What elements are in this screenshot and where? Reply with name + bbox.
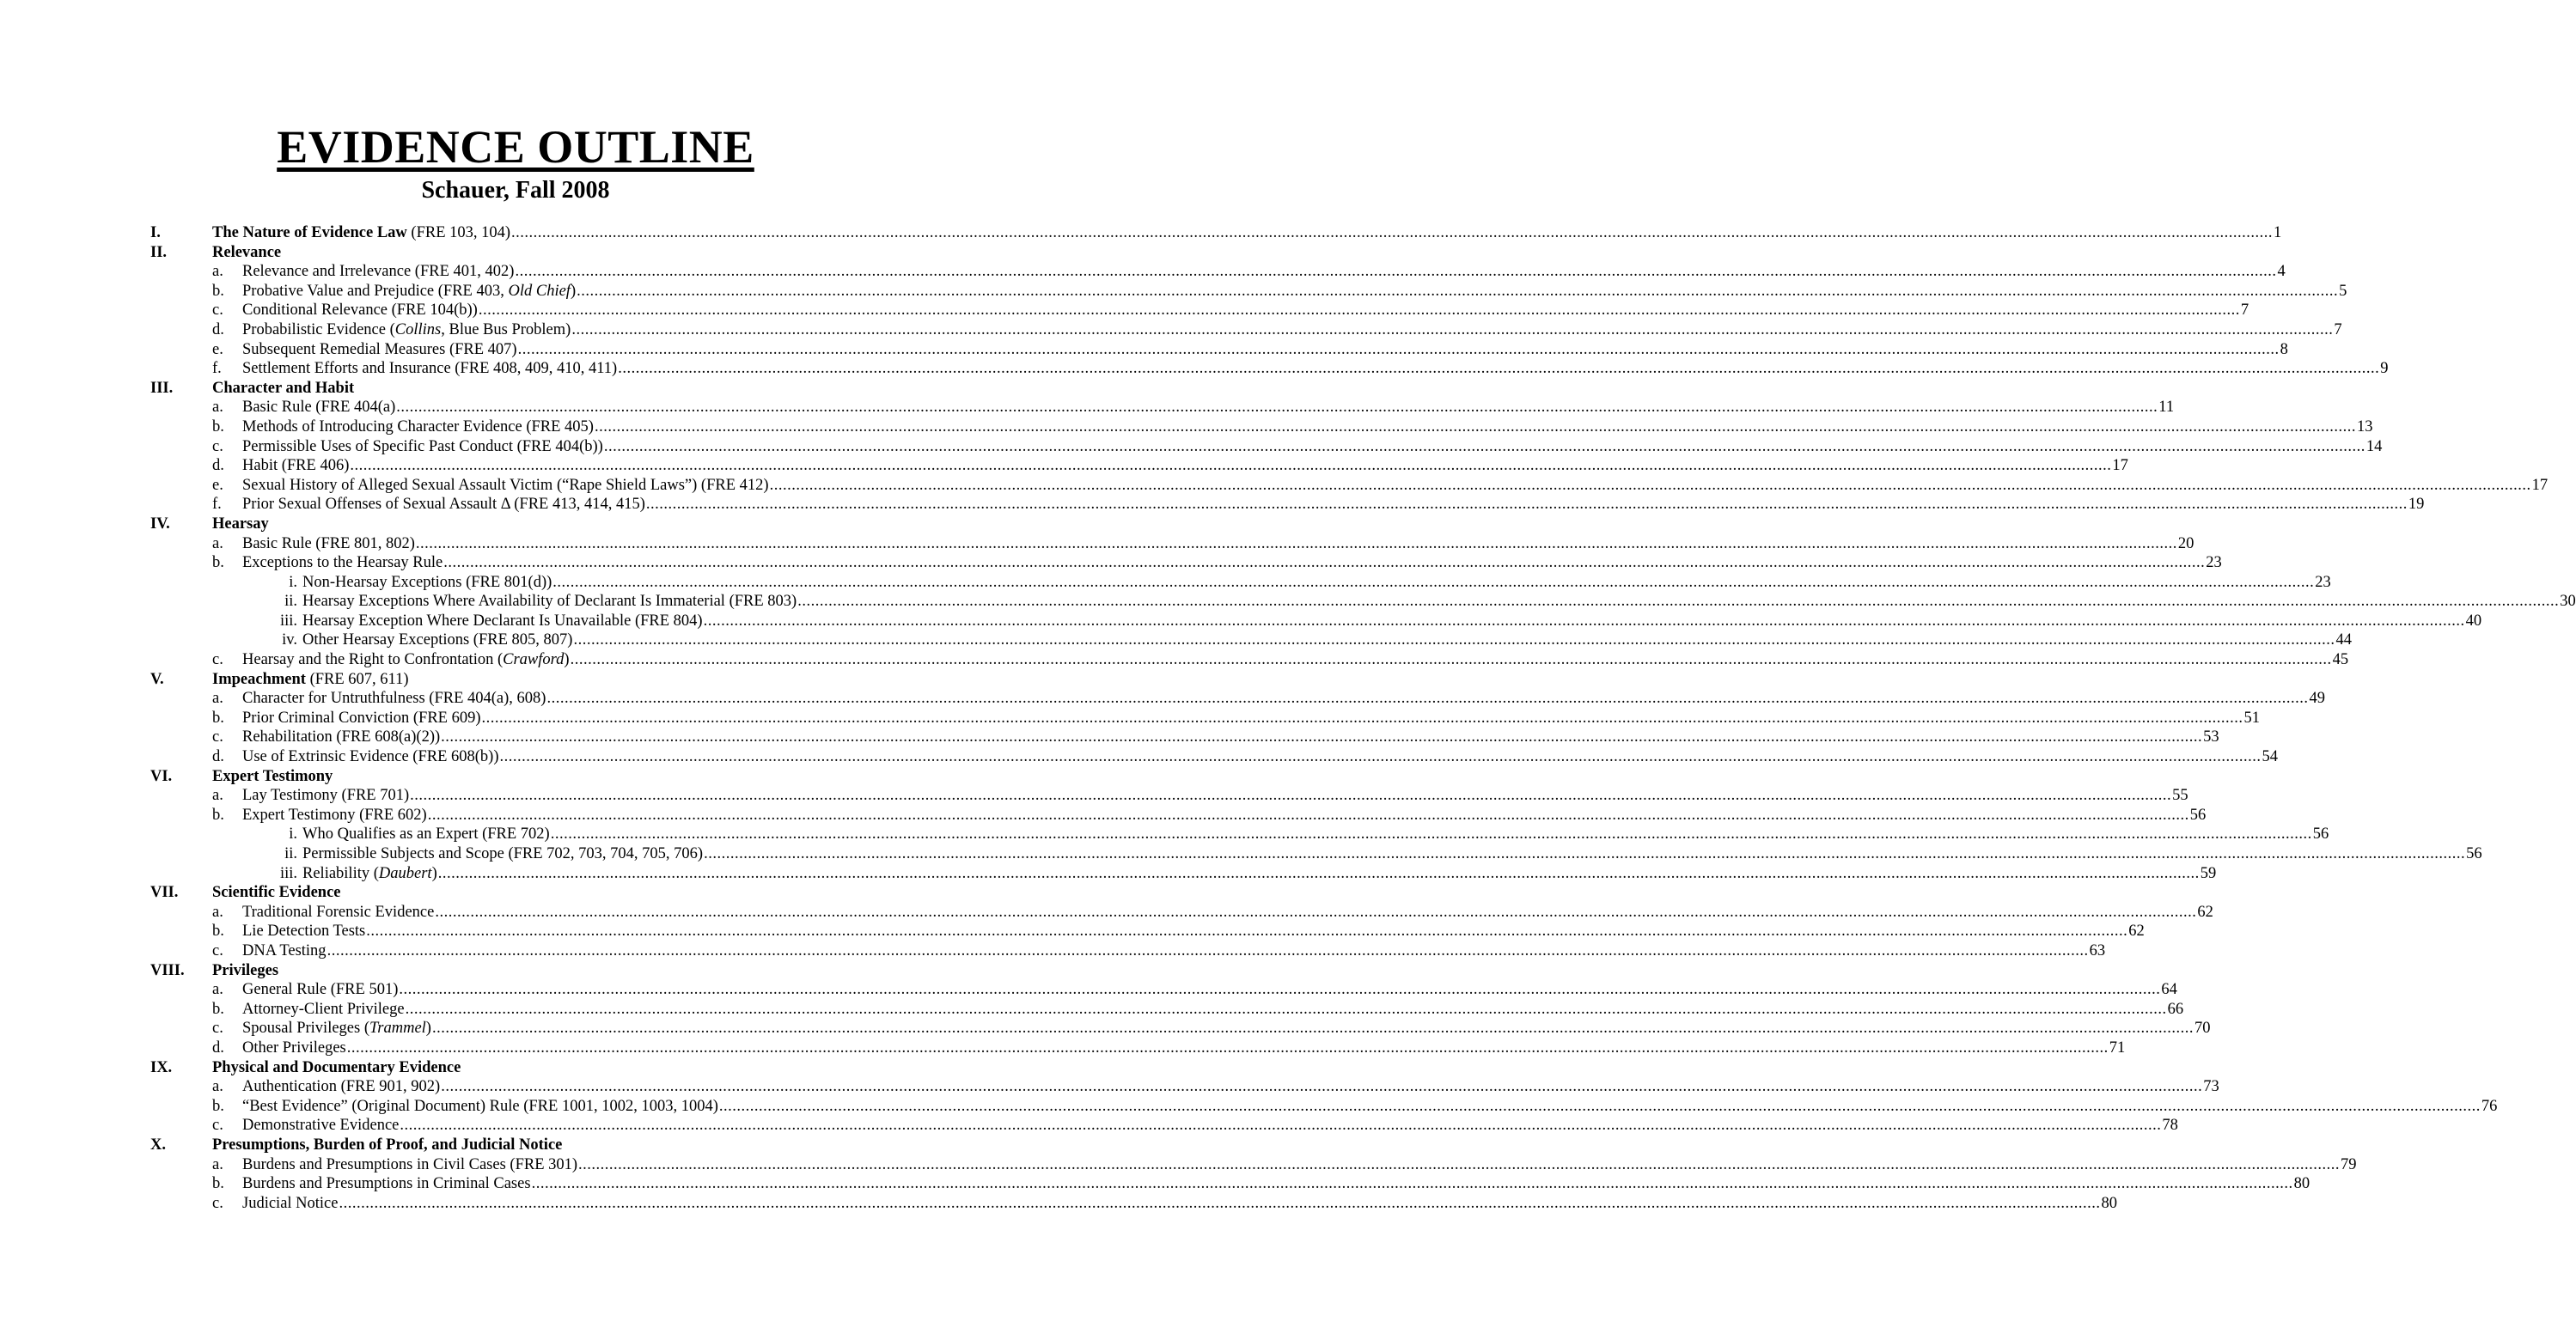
toc-leader-dots: ................................................................................................................................................................................................................................................................................................................................................................................................................ (511, 224, 2274, 241)
toc-item-marker: a. (212, 1155, 223, 1173)
toc-entry (242, 1000, 2184, 1020)
toc-page-number: 23 (2315, 573, 2331, 591)
toc-section-heading: Scientific Evidence (212, 884, 341, 902)
toc-item-marker: a. (212, 399, 223, 417)
toc-row (0, 1097, 2498, 1117)
toc-item-marker: e. (212, 340, 223, 358)
toc-page-number: 79 (2341, 1155, 2357, 1173)
toc-page-number: 9 (2380, 360, 2389, 378)
toc-page-number: 1 (2274, 224, 2282, 241)
toc-page-number: 80 (2101, 1194, 2117, 1212)
toc-leader-dots: ................................................................................................................................................................................................................................................................................................................................................................................................................ (594, 417, 2356, 436)
toc-item-title: Basic Rule (FRE 801, 802) (242, 534, 415, 552)
toc-entry (242, 437, 2383, 457)
toc-page-number: 8 (2280, 340, 2288, 358)
toc-section-heading: Impeachment (212, 670, 306, 688)
toc-item-title: Other Hearsay Exceptions (FRE 805, 807) (302, 631, 573, 649)
toc-item-marker: i. (289, 573, 297, 591)
toc-leader-dots: ................................................................................................................................................................................................................................................................................................................................................................................................................ (515, 263, 2277, 281)
toc-leader-dots: ................................................................................................................................................................................................................................................................................................................................................................................................................ (645, 496, 2408, 514)
toc-item-title: Attorney-Client Privilege (242, 1000, 405, 1018)
toc-row (0, 417, 2373, 437)
toc-item-title: Rehabilitation (FRE 608(a)(2)) (242, 728, 441, 746)
toc-item-title: Reliability (Daubert) (302, 864, 437, 882)
toc-section-heading: Expert Testimony (212, 767, 333, 785)
toc-leader-dots: ................................................................................................................................................................................................................................................................................................................................................................................................................ (769, 476, 2531, 494)
toc-entry (242, 980, 2177, 1000)
toc-item-title: Use of Extrinsic Evidence (FRE 608(b)) (242, 748, 499, 766)
toc-item-marker: c. (212, 1117, 223, 1135)
toc-section-title (212, 1058, 461, 1078)
toc-leader-dots: ................................................................................................................................................................................................................................................................................................................................................................................................................ (415, 534, 2177, 552)
toc-entry (242, 359, 2389, 379)
toc-section-title: Impeachment (FRE 607, 611) (212, 670, 409, 688)
toc-entry (242, 1019, 2211, 1039)
toc-page-number: 7 (2240, 302, 2249, 320)
toc-row (0, 1194, 2117, 1214)
toc-row (0, 728, 2219, 747)
toc-leader-dots: ................................................................................................................................................................................................................................................................................................................................................................................................................ (481, 709, 2243, 727)
toc-leader-dots: ................................................................................................................................................................................................................................................................................................................................................................................................................ (531, 1175, 2293, 1193)
toc-page-number: 14 (2365, 437, 2383, 455)
toc-item-title: Methods of Introducing Character Evidence (FRE 405) (242, 417, 594, 436)
toc-row (0, 689, 2325, 709)
toc-row (0, 844, 2482, 864)
toc-page-number: 30 (2560, 593, 2576, 611)
toc-leader-dots: ................................................................................................................................................................................................................................................................................................................................................................................................................ (704, 845, 2466, 862)
toc-page-number: 23 (2206, 554, 2222, 572)
toc-leader-dots: ................................................................................................................................................................................................................................................................................................................................................................................................................ (346, 1039, 2109, 1057)
toc-leader-dots: ................................................................................................................................................................................................................................................................................................................................................................................................................ (499, 748, 2262, 766)
toc-item-title: Subsequent Remedial Measures (FRE 407) (242, 340, 517, 358)
toc-item-marker: ii. (284, 593, 297, 611)
toc-item-title: Permissible Uses of Specific Past Conduct (FRE 404(b)) (242, 437, 603, 455)
toc-page-number: 56 (2189, 806, 2207, 824)
toc-leader-dots: ................................................................................................................................................................................................................................................................................................................................................................................................................ (405, 1000, 2167, 1018)
toc-entry (242, 650, 2349, 670)
toc-item-title: Hearsay and the Right to Confrontation (Crawford) (242, 651, 570, 669)
toc-item-title: Conditional Relevance (FRE 104(b)) (242, 302, 478, 320)
toc-item-title: Traditional Forensic Evidence (242, 903, 435, 921)
toc-item-title: Basic Rule (FRE 404(a) (242, 399, 396, 417)
toc-row (0, 980, 2177, 1000)
toc-page-number: 20 (2177, 534, 2194, 552)
toc-row (0, 1000, 2184, 1020)
toc-item-title: Expert Testimony (FRE 602) (242, 806, 427, 824)
toc-section-number: V. (150, 670, 164, 688)
toc-item-marker: b. (212, 282, 224, 300)
toc-row (0, 883, 1031, 903)
toc-entry (242, 1039, 2126, 1058)
toc-item-marker: a. (212, 787, 223, 805)
toc-entry (242, 689, 2325, 709)
toc-item-marker: a. (212, 903, 223, 921)
toc-section-heading: Physical and Documentary Evidence (212, 1058, 461, 1076)
toc-section-title (212, 243, 281, 263)
toc-item-marker: a. (212, 981, 223, 999)
toc-row (0, 573, 2331, 593)
toc-item-marker: d. (212, 320, 224, 338)
toc-row (0, 592, 2576, 612)
toc-item-marker: c. (212, 941, 223, 959)
toc-entry (302, 612, 2482, 631)
toc-page-number: 76 (2481, 1097, 2498, 1115)
toc-row (0, 359, 2389, 379)
toc-entry (302, 825, 2329, 844)
toc-section-heading: Character and Habit (212, 379, 355, 397)
toc-section-number: X. (150, 1136, 166, 1154)
toc-item-title: Habit (FRE 406) (242, 457, 350, 475)
toc-leader-dots: ................................................................................................................................................................................................................................................................................................................................................................................................................ (327, 941, 2089, 959)
toc-row (0, 1019, 2211, 1039)
toc-item-marker: d. (212, 457, 224, 475)
toc-item-title: General Rule (FRE 501) (242, 981, 399, 999)
toc-item-marker: b. (212, 1000, 224, 1018)
toc-leader-dots: ................................................................................................................................................................................................................................................................................................................................................................................................................ (396, 399, 2158, 417)
toc-section-title (212, 515, 269, 534)
toc-section-number: I. (150, 224, 161, 241)
toc-entry (302, 630, 2352, 650)
toc-entry (242, 398, 2175, 417)
toc-page-number: 54 (2262, 748, 2278, 766)
toc-item-marker: b. (212, 709, 224, 727)
toc-leader-dots: ................................................................................................................................................................................................................................................................................................................................................................................................................ (478, 302, 2240, 320)
toc-entry (242, 1097, 2498, 1117)
toc-row (0, 553, 2222, 573)
toc-row (0, 650, 2349, 670)
toc-section-heading: Privileges (212, 961, 279, 979)
toc-entry (242, 262, 2286, 282)
toc-page-number: 13 (2356, 417, 2373, 436)
toc-page-number: 71 (2109, 1039, 2126, 1057)
case-name: Daubert (378, 864, 432, 882)
toc-section-title (212, 961, 278, 981)
toc-leader-dots: ................................................................................................................................................................................................................................................................................................................................................................................................................ (399, 981, 2161, 999)
toc-row (0, 612, 2482, 631)
toc-item-marker: c. (212, 1194, 223, 1212)
toc-item-marker: a. (212, 263, 223, 281)
toc-page-number: 56 (2466, 845, 2482, 862)
case-name: Trammel (369, 1020, 426, 1038)
toc-item-title: Probative Value and Prejudice (FRE 403, Old Chief) (242, 282, 577, 300)
toc-section-number: IV. (150, 515, 170, 533)
toc-item-marker: b. (212, 417, 224, 436)
toc-leader-dots: ................................................................................................................................................................................................................................................................................................................................................................................................................ (618, 360, 2380, 378)
toc-leader-dots: ................................................................................................................................................................................................................................................................................................................................................................................................................ (435, 903, 2197, 921)
toc-entry (242, 417, 2373, 437)
toc-item-title: Character for Untruthfulness (FRE 404(a), 608) (242, 690, 546, 708)
toc-item-title: Non-Hearsay Exceptions (FRE 801(d)) (302, 573, 552, 591)
toc-item-marker: i. (289, 825, 297, 844)
toc-row (0, 340, 2288, 360)
toc-entry (242, 941, 2106, 961)
toc-page-number: 19 (2408, 496, 2425, 514)
toc-row (0, 398, 2175, 417)
toc-entry (242, 301, 2249, 320)
toc-section-title (212, 883, 341, 903)
toc-row (0, 1058, 1031, 1078)
toc-leader-dots: ................................................................................................................................................................................................................................................................................................................................................................................................................ (570, 651, 2332, 669)
toc-item-title: Demonstrative Evidence (242, 1117, 400, 1135)
toc-row (0, 786, 2188, 806)
toc-item-title: “Best Evidence” (Original Document) Rule (FRE 1001, 1002, 1003, 1004) (242, 1097, 718, 1115)
toc-leader-dots: ................................................................................................................................................................................................................................................................................................................................................................................................................ (437, 864, 2200, 882)
toc-page-number: 40 (2465, 612, 2482, 630)
toc-leader-dots: ................................................................................................................................................................................................................................................................................................................................................................................................................ (517, 340, 2280, 358)
toc-row (0, 301, 2249, 320)
toc-entry (242, 476, 2549, 496)
toc-row (0, 747, 2278, 767)
toc-row (0, 379, 1031, 399)
toc-item-title: Hearsay Exceptions Where Availability of Declarant Is Immaterial (FRE 803) (302, 593, 797, 611)
toc-leader-dots: ................................................................................................................................................................................................................................................................................................................................................................................................................ (546, 690, 2309, 708)
toc-item-title: Judicial Notice (242, 1194, 339, 1212)
document-title: EVIDENCE OUTLINE (277, 121, 754, 173)
toc-item-title: Lie Detection Tests (242, 923, 366, 941)
toc-leader-dots: ................................................................................................................................................................................................................................................................................................................................................................................................................ (431, 1020, 2194, 1038)
toc-entry (242, 456, 2128, 476)
toc-entry (242, 903, 2213, 923)
toc-entry (242, 728, 2219, 747)
toc-item-title: Burdens and Presumptions in Civil Cases (FRE 301) (242, 1155, 578, 1173)
toc-leader-dots: ................................................................................................................................................................................................................................................................................................................................................................................................................ (571, 320, 2334, 338)
toc-row (0, 941, 2106, 961)
toc-row (0, 670, 1031, 690)
toc-row (0, 922, 2145, 941)
toc-item-marker: d. (212, 748, 224, 766)
toc-entry (242, 1194, 2117, 1214)
toc-row (0, 1136, 1031, 1155)
toc-entry (242, 806, 2207, 825)
toc-leader-dots: ................................................................................................................................................................................................................................................................................................................................................................................................................ (550, 825, 2312, 844)
toc-item-marker: e. (212, 476, 223, 494)
toc-page-number: 78 (2162, 1117, 2178, 1135)
toc-row (0, 903, 2213, 923)
toc-page-number: 17 (2112, 457, 2128, 475)
toc-item-marker: c. (212, 728, 223, 746)
toc-item-title: Exceptions to the Hearsay Rule (242, 554, 443, 572)
toc-item-marker: b. (212, 1097, 224, 1115)
toc-page-number: 5 (2339, 282, 2347, 300)
toc-item-title: Sexual History of Alleged Sexual Assault Victim (“Rape Shield Laws”) (FRE 412) (242, 476, 769, 494)
toc-page-number: 59 (2200, 864, 2217, 882)
toc-section-number: VI. (150, 767, 173, 785)
case-name: Collins (394, 320, 442, 338)
toc-leader-dots: ................................................................................................................................................................................................................................................................................................................................................................................................................ (577, 282, 2339, 300)
toc-row (0, 476, 2549, 496)
toc-row (0, 709, 2260, 728)
toc-leader-dots: ................................................................................................................................................................................................................................................................................................................................................................................................................ (441, 728, 2203, 746)
toc-item-marker: f. (212, 360, 222, 378)
toc-item-marker: c. (212, 302, 223, 320)
toc-item-title: Prior Criminal Conviction (FRE 609) (242, 709, 481, 727)
toc-page-number: 70 (2194, 1020, 2211, 1038)
toc-leader-dots: ................................................................................................................................................................................................................................................................................................................................................................................................................ (797, 593, 2560, 611)
toc-entry (242, 747, 2278, 767)
toc-item-marker: c. (212, 651, 223, 669)
toc-item-marker: b. (212, 554, 224, 572)
toc-section-heading: Hearsay (212, 515, 269, 533)
case-name: Old Chief (508, 282, 571, 300)
case-name: Crawford (503, 651, 565, 669)
toc-section-heading: Relevance (212, 243, 282, 261)
toc-row (0, 1174, 2310, 1194)
toc-row (0, 864, 2217, 884)
toc-item-title: Relevance and Irrelevance (FRE 401, 402) (242, 263, 515, 281)
toc-item-marker: iii. (279, 612, 297, 630)
toc-item-title: Hearsay Exception Where Declarant Is Unavailable (FRE 804) (302, 612, 703, 630)
toc-item-marker: a. (212, 534, 223, 552)
toc-entry (242, 282, 2347, 302)
toc-leader-dots: ................................................................................................................................................................................................................................................................................................................................................................................................................ (552, 573, 2315, 591)
toc-leader-dots: ................................................................................................................................................................................................................................................................................................................................................................................................................ (718, 1097, 2481, 1115)
toc-section-heading: Presumptions, Burden of Proof, and Judicial Notice (212, 1136, 563, 1154)
toc-item-marker: c. (212, 1020, 223, 1038)
toc-row (0, 1039, 2126, 1058)
toc-leader-dots: ................................................................................................................................................................................................................................................................................................................................................................................................................ (443, 554, 2206, 572)
toc-leader-dots: ................................................................................................................................................................................................................................................................................................................................................................................................................ (703, 612, 2465, 630)
toc-leader-dots: ................................................................................................................................................................................................................................................................................................................................................................................................................ (366, 923, 2128, 941)
toc-page-number: 45 (2332, 651, 2349, 669)
toc-leader-dots: ................................................................................................................................................................................................................................................................................................................................................................................................................ (350, 457, 2112, 475)
toc-section-number: IX. (150, 1058, 173, 1076)
toc-row (0, 223, 2282, 243)
toc-entry (242, 786, 2188, 806)
toc-item-marker: d. (212, 1039, 224, 1057)
toc-section-number: VIII. (150, 961, 185, 979)
toc-entry (242, 1174, 2310, 1194)
toc-section-title (212, 379, 354, 399)
toc-entry (302, 573, 2331, 593)
toc-entry (302, 864, 2217, 884)
toc-section-title (212, 1136, 562, 1155)
toc-leader-dots: ................................................................................................................................................................................................................................................................................................................................................................................................................ (603, 437, 2365, 455)
toc-item-title: Permissible Subjects and Scope (FRE 702, 703, 704, 705, 706) (302, 845, 704, 862)
toc-leader-dots: ................................................................................................................................................................................................................................................................................................................................................................................................................ (578, 1155, 2341, 1173)
toc-row (0, 825, 2329, 844)
toc-item-marker: b. (212, 923, 224, 941)
table-of-contents (0, 223, 2576, 1213)
toc-item-title: Spousal Privileges (Trammel) (242, 1020, 431, 1038)
toc-row (0, 282, 2347, 302)
toc-leader-dots: ................................................................................................................................................................................................................................................................................................................................................................................................................ (400, 1117, 2162, 1135)
toc-row (0, 456, 2128, 476)
toc-page-number: 62 (2128, 923, 2145, 941)
toc-entry (242, 1155, 2357, 1175)
toc-page-number: 4 (2277, 263, 2286, 281)
toc-entry (242, 495, 2425, 515)
toc-item-marker: b. (212, 1175, 224, 1193)
toc-row (0, 320, 2342, 340)
toc-page-number: 73 (2203, 1078, 2219, 1096)
toc-item-marker: b. (212, 806, 224, 824)
toc-page-number: 64 (2161, 981, 2177, 999)
toc-item-title: Lay Testimony (FRE 701) (242, 787, 410, 805)
toc-page-number: 53 (2203, 728, 2219, 746)
toc-page-number: 51 (2243, 709, 2260, 727)
toc-leader-dots: ................................................................................................................................................................................................................................................................................................................................................................................................................ (427, 806, 2189, 824)
toc-item-marker: iv. (282, 631, 297, 649)
toc-row (0, 243, 1031, 263)
toc-entry (242, 320, 2342, 340)
toc-item-marker: f. (212, 496, 222, 514)
toc-row (0, 806, 2207, 825)
toc-section-number: II. (150, 243, 168, 261)
toc-item-title: Other Privileges (242, 1039, 346, 1057)
toc-page-number: 80 (2293, 1175, 2310, 1193)
toc-row (0, 515, 1031, 534)
toc-item-title: DNA Testing (242, 941, 327, 959)
toc-row (0, 961, 1031, 981)
toc-page-number: 56 (2312, 825, 2329, 844)
toc-entry (242, 1116, 2178, 1136)
toc-section-title (212, 767, 333, 787)
toc-page-number: 49 (2309, 690, 2325, 708)
toc-row (0, 767, 1031, 787)
toc-row (0, 630, 2352, 650)
toc-leader-dots: ................................................................................................................................................................................................................................................................................................................................................................................................................ (339, 1194, 2101, 1212)
toc-entry (242, 922, 2145, 941)
toc-entry (212, 223, 2282, 243)
toc-section-number: VII. (150, 884, 179, 902)
toc-item-title: Who Qualifies as an Expert (FRE 702) (302, 825, 550, 844)
toc-item-marker: c. (212, 437, 223, 455)
toc-entry (242, 534, 2194, 554)
toc-page-number: 55 (2172, 787, 2188, 805)
toc-row (0, 1116, 2178, 1136)
toc-entry (302, 592, 2576, 612)
toc-page-number: 7 (2334, 320, 2342, 338)
toc-row (0, 437, 2383, 457)
toc-item-marker: a. (212, 690, 223, 708)
toc-page-number: 44 (2335, 631, 2352, 649)
toc-entry (242, 553, 2222, 573)
toc-item-title: Burdens and Presumptions in Criminal Cases (242, 1175, 531, 1193)
document-subtitle: Schauer, Fall 2008 (421, 177, 610, 204)
toc-item-title: Prior Sexual Offenses of Sexual Assault Δ (FRE 413, 414, 415) (242, 496, 645, 514)
toc-row (0, 534, 2194, 554)
toc-item-marker: a. (212, 1078, 223, 1096)
toc-item-title: Settlement Efforts and Insurance (FRE 408, 409, 410, 411) (242, 360, 618, 378)
toc-item-title: Authentication (FRE 901, 902) (242, 1078, 441, 1096)
toc-row (0, 262, 2286, 282)
toc-item-marker: iii. (279, 864, 297, 882)
toc-section-heading: The Nature of Evidence Law (212, 224, 407, 241)
toc-item-title: Probabilistic Evidence (Collins, Blue Bus Problem) (242, 320, 571, 338)
toc-leader-dots: ................................................................................................................................................................................................................................................................................................................................................................................................................ (573, 631, 2335, 649)
toc-page-number: 63 (2089, 941, 2106, 959)
toc-leader-dots: ................................................................................................................................................................................................................................................................................................................................................................................................................ (441, 1078, 2203, 1096)
toc-section-number: III. (150, 379, 174, 397)
toc-entry (242, 340, 2288, 360)
toc-page-number: 11 (2158, 399, 2175, 417)
toc-leader-dots: ................................................................................................................................................................................................................................................................................................................................................................................................................ (410, 787, 2172, 805)
toc-page-number: 17 (2531, 476, 2549, 494)
toc-row (0, 1155, 2357, 1175)
toc-row (0, 1077, 2219, 1097)
toc-entry (302, 844, 2482, 864)
toc-section-title: The Nature of Evidence Law (FRE 103, 104) (212, 224, 511, 241)
toc-item-marker: ii. (284, 845, 297, 862)
toc-row (0, 495, 2425, 515)
toc-entry (242, 1077, 2219, 1097)
toc-entry (242, 709, 2260, 728)
toc-page-number: 62 (2197, 903, 2213, 921)
toc-page-number: 66 (2167, 1000, 2184, 1018)
